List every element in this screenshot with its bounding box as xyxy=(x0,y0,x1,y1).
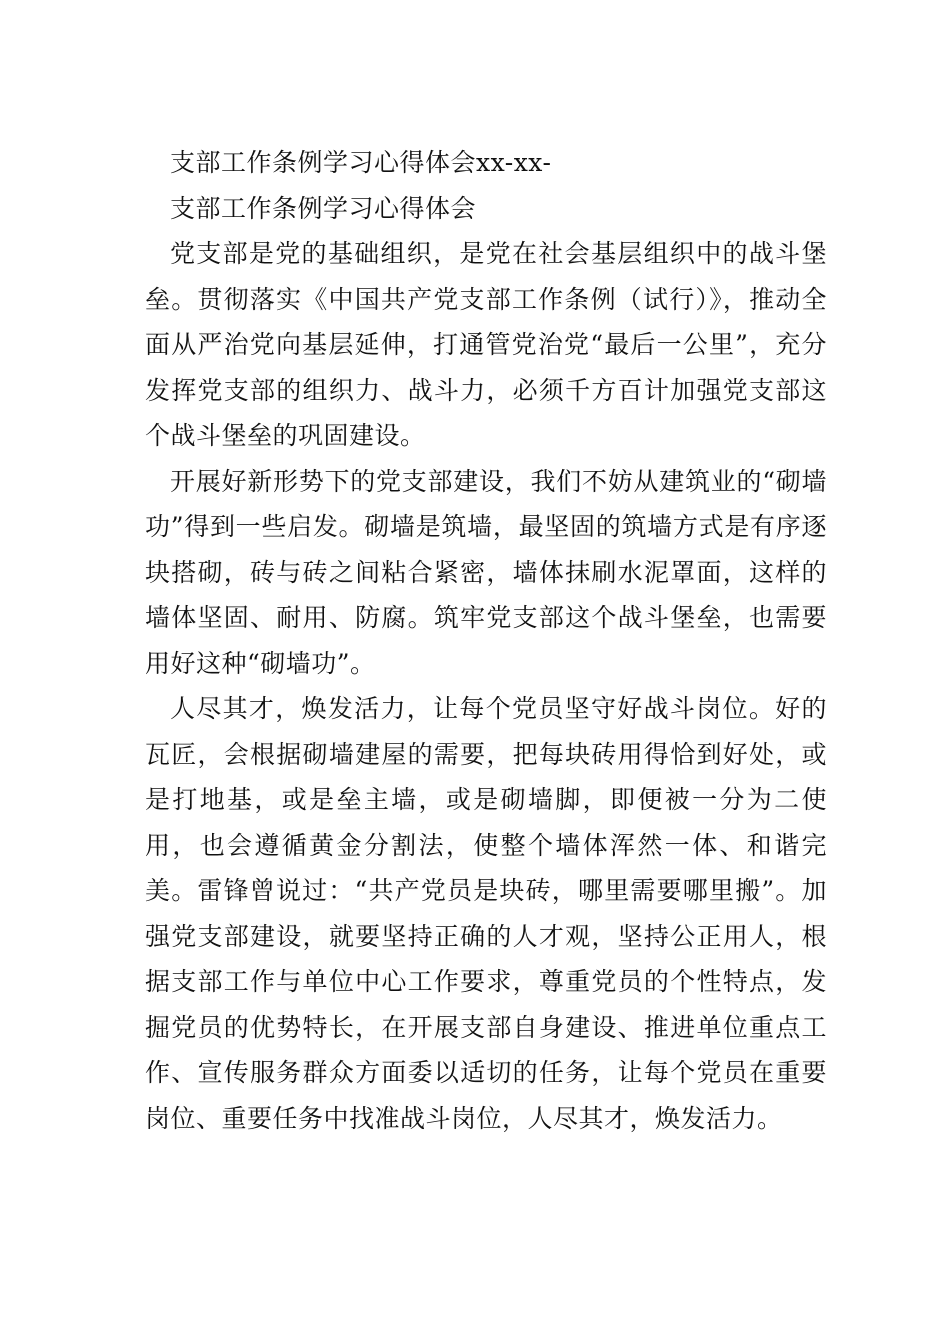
paragraph-1: 党支部是党的基础组织，是党在社会基层组织中的战斗堡垒。贯彻落实《中国共产党支部工作条例（试行）》，推动全面从严治党向基层延伸，打通管党治党“最后一公里”，充分发挥党支部的组织力、战斗力，必须千方百计加强党支部这个战斗堡垒的巩固建设。 xyxy=(145,239,827,450)
document-body xyxy=(145,140,827,1141)
paragraph-3: 人尽其才，焕发活力，让每个党员坚守好战斗岗位。好的瓦匠，会根据砌墙建屋的需要，把每块砖用得恰到好处，或是打地基，或是垒主墙，或是砌墙脚，即便被一分为二使用，也会遵循黄金分割法，使整个墙体浑然一体、和谐完美。雷锋曾说过：“共产党员是块砖，哪里需要哪里搬”。加强党支部建设，就要坚持正确的人才观，坚持公正用人，根据支部工作与单位中心工作要求，尊重党员的个性特点，发掘党员的优势特长，在开展支部自身建设、推进单位重点工作、宣传服务群众方面委以适切的任务，让每个党员在重要岗位、重要任务中找准战斗岗位，人尽其才，焕发活力。 xyxy=(145,694,827,1133)
paragraph-2: 开展好新形势下的党支部建设，我们不妨从建筑业的“砌墙功”得到一些启发。砌墙是筑墙，最坚固的筑墙方式是有序逐块搭砌，砖与砖之间粘合紧密，墙体抹刷水泥罩面，这样的墙体坚固、耐用、防腐。筑牢党支部这个战斗堡垒，也需要用好这种“砌墙功”。 xyxy=(145,466,827,678)
document-title-line: 支部工作条例学习心得体会xx-xx- xyxy=(170,148,552,177)
document-subtitle-line: 支部工作条例学习心得体会 xyxy=(170,193,477,223)
